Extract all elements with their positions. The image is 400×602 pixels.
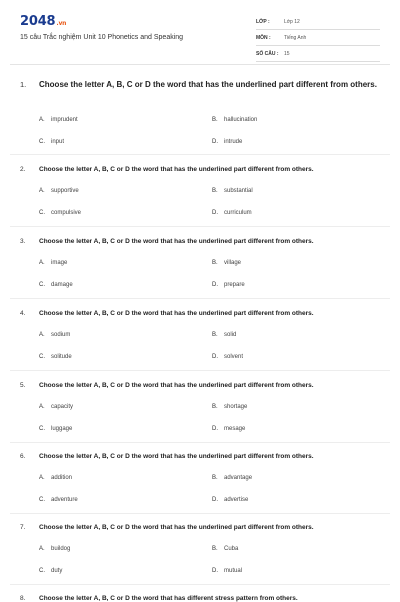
meta-value: Tiếng Anh <box>284 34 307 41</box>
option-b[interactable] <box>212 404 247 410</box>
option-d[interactable] <box>212 568 242 574</box>
option-letter: C. <box>39 210 45 216</box>
question-separator <box>10 513 390 514</box>
option-b[interactable] <box>212 117 257 123</box>
option-text: capacity <box>51 404 74 410</box>
question-number: 1. <box>20 80 27 89</box>
question-number: 3. <box>20 238 26 245</box>
question-text: Choose the letter A, B, C or D the word that has the underlined part different from others. <box>39 80 377 89</box>
meta-label: SỐ CÂU : <box>256 50 279 57</box>
meta-table <box>256 14 380 62</box>
question-number: 2. <box>20 166 26 173</box>
option-c[interactable] <box>39 210 81 216</box>
meta-value: 15 <box>284 50 290 57</box>
option-text: solitude <box>51 354 72 360</box>
option-letter: D. <box>212 497 218 503</box>
option-b[interactable] <box>212 260 241 266</box>
option-text: damage <box>51 282 73 288</box>
logo-tld: .vn <box>56 20 67 27</box>
option-text: shortage <box>224 404 248 410</box>
option-letter: B. <box>212 332 218 338</box>
option-letter: D. <box>212 426 218 432</box>
option-text: buildog <box>51 546 71 552</box>
option-letter: B. <box>212 546 218 552</box>
option-b[interactable] <box>212 475 252 481</box>
option-letter: A. <box>39 260 45 266</box>
option-c[interactable] <box>39 568 62 574</box>
option-b[interactable] <box>212 546 238 552</box>
option-text: substantial <box>224 188 253 194</box>
option-a[interactable] <box>39 260 67 266</box>
question-separator <box>10 584 390 585</box>
option-c[interactable] <box>39 354 72 360</box>
option-d[interactable] <box>212 210 252 216</box>
option-letter: A. <box>39 546 45 552</box>
option-c[interactable] <box>39 139 64 145</box>
option-text: advertise <box>224 497 249 503</box>
option-letter: D. <box>212 139 218 145</box>
option-b[interactable] <box>212 332 236 338</box>
option-a[interactable] <box>39 475 72 481</box>
option-d[interactable] <box>212 426 245 432</box>
option-text: village <box>224 260 242 266</box>
meta-value: Lớp 12 <box>284 18 300 25</box>
option-text: Cuba <box>224 546 239 552</box>
option-letter: C. <box>39 426 45 432</box>
question-separator <box>10 154 390 155</box>
option-text: solid <box>224 332 237 338</box>
option-a[interactable] <box>39 332 70 338</box>
option-letter: D. <box>212 210 218 216</box>
document-title: 15 câu Trắc nghiệm Unit 10 Phonetics and Speaking <box>20 34 184 41</box>
option-d[interactable] <box>212 354 243 360</box>
question-text: Choose the letter A, B, C or D the word that has the underlined part different from others. <box>39 310 314 317</box>
meta-label: MÔN : <box>256 34 271 41</box>
option-letter: C. <box>39 497 45 503</box>
question-text: Choose the letter A, B, C or D the word that has the underlined part different from others. <box>39 453 314 460</box>
header-divider <box>10 64 390 65</box>
option-a[interactable] <box>39 546 70 552</box>
question-number: 5. <box>20 382 26 389</box>
option-letter: A. <box>39 404 45 410</box>
option-text: intrude <box>224 139 243 145</box>
option-a[interactable] <box>39 117 78 123</box>
option-c[interactable] <box>39 426 72 432</box>
option-text: addition <box>51 475 73 481</box>
option-text: adventure <box>51 497 78 503</box>
option-text: solvent <box>224 354 244 360</box>
question-number: 8. <box>20 595 26 602</box>
option-text: luggage <box>51 426 73 432</box>
option-text: mutual <box>224 568 243 574</box>
option-letter: B. <box>212 404 218 410</box>
option-letter: B. <box>212 188 218 194</box>
option-text: supportive <box>51 188 79 194</box>
option-text: curriculum <box>224 210 252 216</box>
site-logo[interactable] <box>20 14 66 29</box>
option-text: prepare <box>224 282 245 288</box>
question-text: Choose the letter A, B, C or D the word that has the underlined part different from others. <box>39 166 314 173</box>
option-b[interactable] <box>212 188 253 194</box>
option-letter: C. <box>39 568 45 574</box>
question-separator <box>10 442 390 443</box>
option-d[interactable] <box>212 497 248 503</box>
question-separator <box>10 370 390 371</box>
option-text: advantage <box>224 475 253 481</box>
option-letter: B. <box>212 475 218 481</box>
option-text: hallucination <box>224 117 258 123</box>
meta-row-class <box>256 14 380 30</box>
option-letter: C. <box>39 282 45 288</box>
option-c[interactable] <box>39 497 78 503</box>
option-text: image <box>51 260 68 266</box>
logo-text: 2048 <box>20 14 56 29</box>
question-separator <box>10 298 390 299</box>
option-c[interactable] <box>39 282 73 288</box>
meta-label: LỚP : <box>256 18 270 25</box>
option-text: mesage <box>224 426 246 432</box>
page-header <box>0 0 400 64</box>
option-letter: A. <box>39 117 45 123</box>
option-text: sodium <box>51 332 71 338</box>
question-text: Choose the letter A, B, C or D the word that has the underlined part different from others. <box>39 524 314 531</box>
meta-row-count <box>256 46 380 62</box>
question-text: Choose the letter A, B, C or D the word that has different stress pattern from others. <box>39 595 298 602</box>
question-text: Choose the letter A, B, C or D the word that has the underlined part different from others. <box>39 238 314 245</box>
option-letter: A. <box>39 475 45 481</box>
option-letter: B. <box>212 260 218 266</box>
option-a[interactable] <box>39 404 73 410</box>
meta-row-subject <box>256 30 380 46</box>
option-a[interactable] <box>39 188 79 194</box>
option-letter: A. <box>39 188 45 194</box>
option-letter: D. <box>212 568 218 574</box>
option-text: duty <box>51 568 63 574</box>
option-text: compulsive <box>51 210 82 216</box>
option-text: imprudent <box>51 117 78 123</box>
option-d[interactable] <box>212 282 245 288</box>
option-d[interactable] <box>212 139 242 145</box>
question-number: 4. <box>20 310 26 317</box>
option-letter: A. <box>39 332 45 338</box>
option-letter: D. <box>212 282 218 288</box>
question-number: 7. <box>20 524 26 531</box>
option-letter: C. <box>39 139 45 145</box>
question-number: 6. <box>20 453 26 460</box>
option-letter: B. <box>212 117 218 123</box>
option-letter: C. <box>39 354 45 360</box>
question-separator <box>10 226 390 227</box>
option-text: input <box>51 139 65 145</box>
option-letter: D. <box>212 354 218 360</box>
question-text: Choose the letter A, B, C or D the word that has the underlined part different from others. <box>39 382 314 389</box>
